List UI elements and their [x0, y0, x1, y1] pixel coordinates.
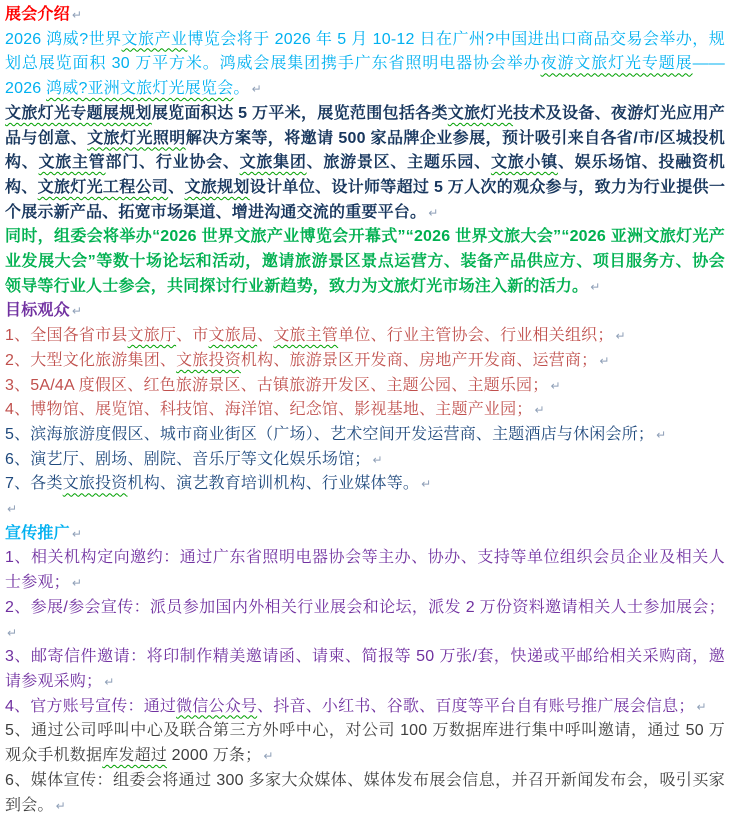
spellcheck-flagged-text: 文旅主管	[38, 154, 106, 172]
spellcheck-flagged-text: 库发超过	[102, 747, 168, 765]
text-run: 、市	[176, 327, 209, 345]
text-run: 1、全国各省市县	[5, 327, 128, 345]
section-heading-promotion	[5, 522, 725, 547]
text-run: 展会介绍	[5, 6, 70, 23]
text-run: 4、博物馆、展览馆、科技馆、海洋馆、纪念馆、影视基地、主题产业园；	[5, 401, 533, 419]
promo-list-item-5	[5, 719, 725, 768]
audience-list-item-1	[5, 324, 725, 349]
paragraph-mark: ↵	[599, 353, 610, 368]
spellcheck-flagged-text: 微信公众号	[176, 697, 258, 715]
text-run: 6、演艺厅、剧场、剧院、音乐厅等文化娱乐场馆；	[5, 450, 371, 468]
empty-paragraph	[5, 497, 725, 522]
paragraph-mark: ↵	[104, 674, 115, 689]
paragraph-mark: ↵	[428, 205, 439, 220]
spellcheck-flagged-text: 文旅灯光	[447, 104, 514, 122]
text-run: 、	[257, 327, 274, 345]
paragraph-mark: ↵	[7, 625, 18, 640]
text-run: 技术及设备、夜游灯光应用产品与创意、	[5, 104, 725, 147]
section-heading-target-audience	[5, 299, 725, 324]
spellcheck-flagged-text: 文旅规划	[184, 178, 250, 196]
spellcheck-flagged-text: 文旅投资	[62, 475, 128, 493]
audience-list-item-6	[5, 448, 725, 473]
text-run: 1、相关机构定向邀约：通过广东省照明电器协会等主办、协办、支持等单位组织会员企业及相关人士参观；	[5, 549, 725, 592]
text-run: 5、滨海旅游度假区、城市商业街区（广场）、艺术空间开发运营商、主题酒店与休闲会所；	[5, 425, 655, 443]
audience-list-item-3	[5, 374, 725, 399]
spellcheck-flagged-text: 文旅集团	[239, 154, 307, 172]
audience-list-item-4	[5, 398, 725, 423]
paragraph-mark: ↵	[372, 452, 383, 467]
promo-list-item-4	[5, 695, 725, 720]
text-run: 3、5A/4A 度假区、红色旅游景区、古镇旅游开发区、主题公园、主题乐园；	[5, 376, 549, 394]
spellcheck-flagged-text: 文旅产业	[121, 30, 188, 48]
paragraph-mark: ↵	[696, 699, 707, 714]
spellcheck-flagged-text: 文旅主管	[273, 327, 339, 345]
promo-list-item-2	[5, 596, 725, 645]
text-run: 设计单位、设计师等超过 5 万人次的观众参与，致力为行业提供一个展示新产品、拓宽市场渠道、增进沟通交流的重要平台。	[5, 178, 726, 221]
paragraph-mark: ↵	[71, 576, 83, 591]
spellcheck-flagged-text: 鸿威?亚洲文旅灯光展览会	[46, 80, 234, 98]
paragraph-mark: ↵	[421, 477, 432, 492]
text-run: 7、各类	[5, 475, 63, 493]
spellcheck-flagged-text: 文旅厅	[127, 327, 177, 345]
text-run: 、	[168, 178, 185, 196]
text-run: 2、参展/参会宣传：派员参加国内外相关行业展会和论坛，派发 2 万份资料邀请相关人士参加展会；	[5, 598, 725, 616]
text-run: 同时，组委会将举办“2026 世界文旅产业博览会开幕式”“2026 世界文旅大会”“2026 亚洲文旅灯光产业发展大会”等数十场论坛和活动，邀请旅游景区景点运营方、装备产品供应方、项目服务方、协会领导等行业人士参会，共同探讨行业新趋势，致力为文旅灯光市场注入新的活力。	[5, 228, 725, 295]
paragraph-mark: ↵	[71, 526, 83, 541]
paragraph-forums-events	[5, 225, 725, 299]
paragraph-mark: ↵	[71, 8, 83, 22]
spellcheck-flagged-text: 文旅灯光工程公司	[37, 178, 169, 196]
spellcheck-flagged-text: 文旅小镇	[490, 154, 558, 172]
paragraph-mark: ↵	[615, 329, 626, 344]
paragraph-mark: ↵	[550, 378, 561, 393]
text-run: 5、通过公司呼叫中心及联合第三方外呼中心，对公司 100 万数据库进行集中呼叫邀请，通过 50 万观众手机数据	[5, 722, 725, 765]
paragraph-mark: ↵	[263, 749, 274, 764]
text-run: 单位、行业主管协会、行业相关组织；	[338, 327, 614, 345]
paragraph-exhibition-overview	[5, 28, 725, 102]
paragraph-mark: ↵	[251, 82, 262, 97]
promo-list-item-1	[5, 546, 725, 595]
paragraph-mark: ↵	[590, 279, 601, 294]
audience-list-item-5	[5, 423, 725, 448]
spellcheck-flagged-text: 文旅投资	[176, 351, 241, 369]
text-run: 2026 鸿威?世界	[5, 30, 122, 48]
text-run: ——2026	[5, 55, 725, 98]
text-run: 部门、行业协会、	[105, 154, 240, 172]
text-run: 博览会将于 2026 年 5 月 10-12 日在广州?中国进出口商品交易会举办，规划总展览面积 30 万平方米。鸿威会展集团携手广东省照明电器协会举办	[5, 30, 725, 73]
paragraph-mark: ↵	[534, 403, 545, 418]
audience-list-item-7	[5, 472, 725, 497]
audience-list-item-2	[5, 349, 725, 374]
text-run: 4、官方账号宣传：通过	[5, 697, 177, 715]
paragraph-mark: ↵	[7, 502, 18, 517]
paragraph-mark: ↵	[71, 304, 83, 319]
text-run: 3、邮寄信件邀请：将印制作精美邀请函、请柬、简报等 50 万张/套，快递或平邮给相关采购商，邀请参观采购；	[5, 648, 725, 690]
spellcheck-flagged-text: 文旅灯光照明	[87, 129, 186, 147]
section-heading-exhibition-intro	[5, 3, 725, 28]
text-run: 、娱乐场馆、投融资机构、	[5, 154, 725, 196]
text-run: 机构、旅游景区开发商、房地产开发商、运营商；	[240, 351, 598, 369]
spellcheck-flagged-text: 文旅局	[208, 327, 258, 345]
promo-list-item-6	[5, 769, 725, 818]
text-run: 2、大型文化旅游集团、	[5, 351, 177, 369]
text-run: 宣传推广	[5, 524, 70, 542]
text-run: 目标观众	[5, 302, 70, 320]
paragraph-exhibition-scale	[5, 102, 725, 226]
promo-list-item-3	[5, 645, 725, 694]
spellcheck-flagged-text: 文旅灯光专题展规划	[5, 104, 152, 122]
paragraph-mark: ↵	[55, 798, 66, 813]
text-run: 。	[233, 80, 250, 98]
text-run: 、抖音、小红书、谷歌、百度等平台自有账号推广展会信息；	[257, 697, 695, 715]
spellcheck-flagged-text: 夜游文旅灯光专题展	[540, 55, 693, 73]
text-run: 、旅游景区、主题乐园、	[306, 154, 491, 172]
paragraph-mark: ↵	[656, 427, 667, 442]
text-run: 6、媒体宣传：组委会将通过 300 多家大众媒体、媒体发布展会信息，并召开新闻发布会，吸引买家到会。	[5, 771, 725, 814]
text-run: 解决方案等，将邀请 500 家品牌企业参展，预计吸引来自各省/市/区城投机构、	[5, 129, 725, 172]
text-run: 2000 万条；	[167, 747, 262, 765]
text-run: 机构、演艺教育培训机构、行业媒体等。	[127, 475, 420, 493]
text-run: 展览面积达 5 万平米，展览范围包括各类	[151, 104, 448, 122]
